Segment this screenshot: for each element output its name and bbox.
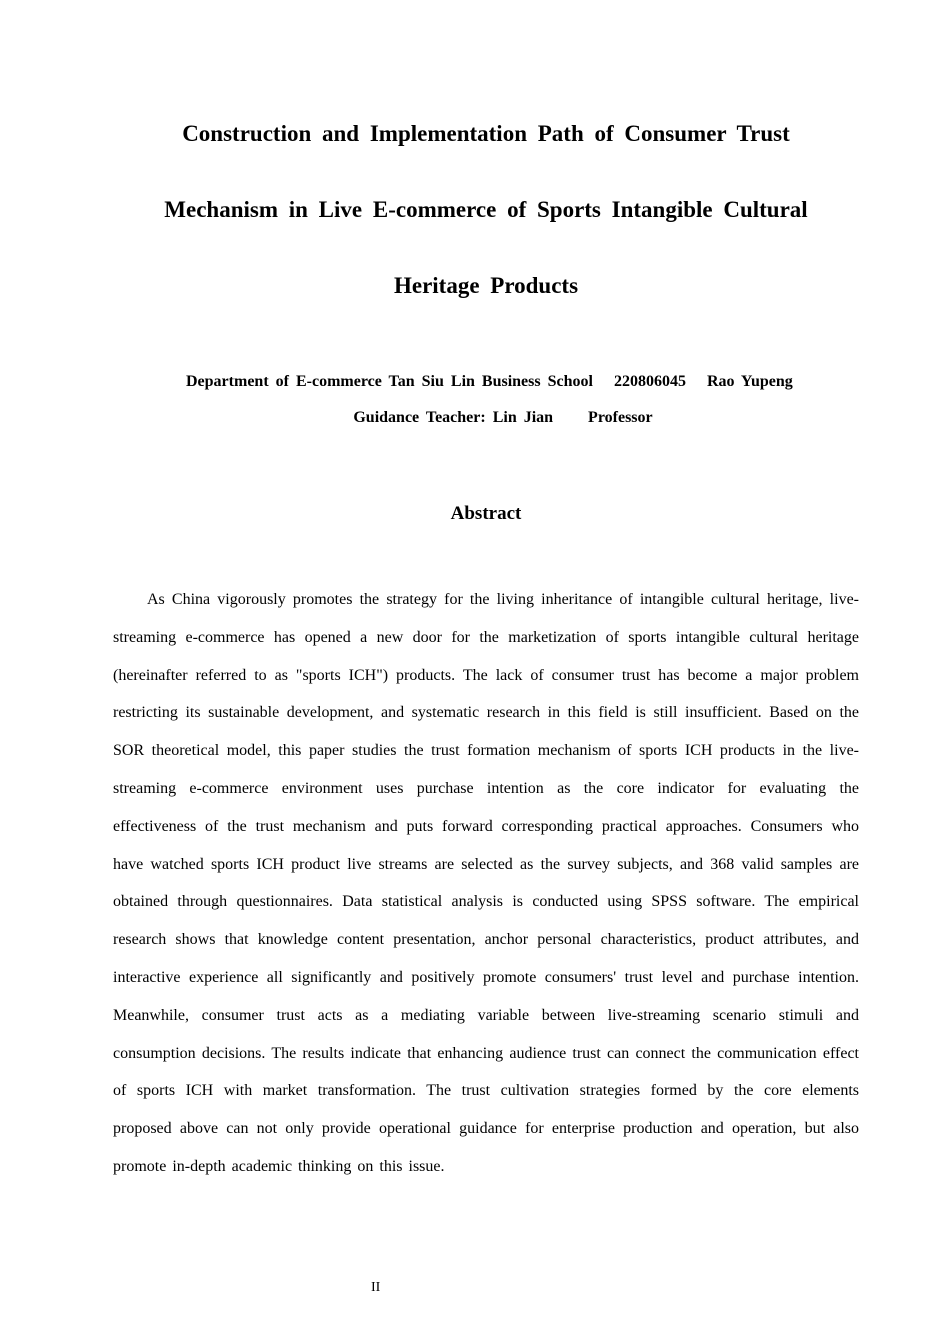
author-affiliation: Department of E-commerce Tan Siu Lin Business School 220806045 Rao Yupeng [186, 373, 793, 390]
page-number: II [371, 1280, 381, 1295]
abstract-heading: Abstract [450, 503, 522, 524]
abstract-body: As China vigorously promotes the strategy for the living inheritance of intangible cultural heritage, live-streaming e-commerce has opened a new door for the marketization of sports intangible cultural heritage (hereinafter referred to as "sports ICH") products. The lack of consumer trust has become a major problem restricting its sustainable development, and systematic research in this field is still insufficient. Based on the SOR theoretical model, this paper studies the trust formation mechanism of sports ICH products in the live-streaming e-commerce environment uses purchase intention as the core indicator for evaluating the effectiveness of the trust mechanism and puts forward corresponding practical approaches. Consumers who have watched sports ICH product live streams are selected as the survey subjects, and 368 valid samples are obtained through questionnaires. Data statistical analysis is conducted using SPSS software. The empirical research shows that knowledge content presentation, anchor personal characteristics, product attributes, and interactive experience all significantly and positively promote consumers' trust level and purchase intention. Meanwhile, consumer trust acts as a mediating variable between live-streaming scenario stimuli and consumption decisions. The results indicate that enhancing audience trust can connect the communication effect of sports ICH with market transformation. The trust cultivation strategies formed by the core elements proposed above can not only provide operational guidance for enterprise production and operation, but also promote in-depth academic thinking on this issue. [113, 591, 859, 1175]
guidance-teacher: Guidance Teacher: Lin Jian Professor [353, 409, 653, 426]
document-title: Construction and Implementation Path of Consumer Trust Mechanism in Live E-commerce of Sports Intangible Cultural Heritage Products [164, 121, 808, 298]
